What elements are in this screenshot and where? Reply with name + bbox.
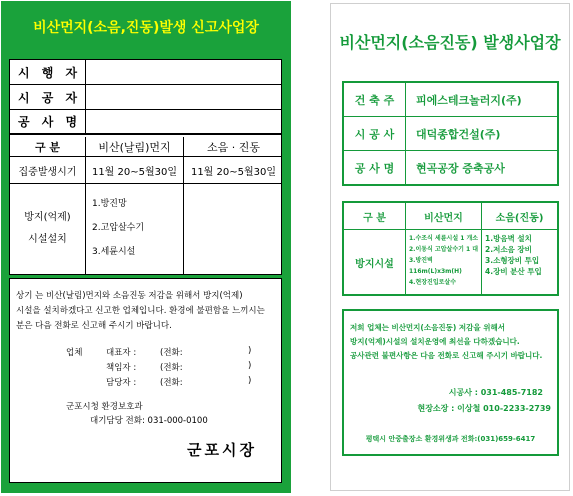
notice-line: 시설을 설치하겠다고 신고한 업체입니다. 환경에 불편함을 느끼시는 [16,306,265,316]
left-notice-panel [9,278,282,483]
table-row [10,60,281,85]
table-row [10,85,281,110]
contact-close: ) [248,376,252,386]
table-row [10,110,281,135]
measures-label [10,184,86,274]
right-notice-panel [342,309,559,456]
header-col-noise: 소음 · 진동 [207,140,260,154]
measures-label-line2: 시설설치 [28,234,67,245]
table-row [344,117,557,151]
list-item: 4.장비 분산 투입 [485,267,542,276]
list-item: 3.방진벽116m(L)x3m(H) [409,257,462,275]
notice-line: 상기 는 비산(날림)먼지와 소음진동 저감을 위해서 방지(억제) [16,291,243,301]
right-sign-title: 비산먼지(소음진동) 발생사업장 [339,33,561,52]
period-dust: 11월 20~5월30일 [86,157,184,183]
table-row [344,151,557,184]
period-noise: 11월 20~5월30일 [190,166,277,178]
left-sign-title: 비산먼지(소음,진동)발생 신고사업장 [33,20,259,36]
row-value: 대덕종합건설(주) [416,127,501,141]
row-label: 시 행 자 [10,60,86,84]
measures-label-line1: 방지(억제) [24,212,71,223]
table-row [10,184,281,274]
company-label: 업체 [66,348,83,358]
header-col-category: 구 분 [10,137,86,156]
row-label: 공 사 명 [10,110,86,133]
contact-phone: (전화: [160,378,183,388]
site-manager-phone: 현장소장 : 이상철 010-2233-2739 [417,404,551,413]
table-header-row [344,203,557,230]
right-measures-table [342,201,559,296]
right-info-table [342,81,559,186]
list-item: 2.저소음 장비 [485,245,532,254]
office-line: 군포시청 환경보호과 [66,402,143,412]
row-label: 방지시설 [344,230,406,294]
list-item: 1.방음벽 설치 [485,234,532,243]
office-footer: 평택시 안중출장소 환경위생과 전화:(031)659-6417 [365,435,536,443]
office-phone-line: 대기담당 전화: 031-000-0100 [90,416,208,426]
contact-role: 담당자 : [106,378,137,388]
contact-role: 대표자 : [106,348,137,358]
row-value: 피에스테크놀러지(주) [416,93,522,107]
notice-text [350,321,554,363]
measures-noise-list [184,184,283,274]
notice-line: 방지(억제)시설의 설치운영에 최선을 다하겠습니다. [350,337,520,346]
notice-line: 공사관련 불편사항은 다음 전화로 신고해 주시기 바랍니다. [350,351,543,360]
right-sign-board [330,3,570,491]
dust-measures-list [406,230,482,294]
period-label: 집중발생시기 [10,157,86,183]
row-label: 시 공 자 [10,85,86,109]
header-col-category: 구 분 [344,203,406,229]
list-item: 1.수조식 세륜시설 1 개소 [409,235,479,242]
header-col-dust: 비산(날림)먼지 [86,137,184,156]
notice-text [16,289,278,334]
notice-line: 저희 업체는 비산먼지(소음진동) 저감을 위해서 [350,323,505,332]
header-col-dust: 비산먼지 [406,203,482,229]
table-row [344,83,557,117]
list-item: 2.고압살수기 [92,223,145,233]
contact-close: ) [248,346,252,356]
contact-role: 책임자 : [106,363,137,373]
contractor-phone: 시공사 : 031-485-7182 [448,388,543,397]
issuer-signature: 군포시장 [187,441,257,459]
list-item: 1.방진망 [92,199,127,209]
list-item: 3.소형장비 투입 [485,256,540,265]
contact-phone: (전화: [160,363,183,373]
left-sign-board [1,1,291,493]
table-header-row [10,137,281,157]
row-value: 현곡공장 증축공사 [416,161,505,175]
row-label: 건 축 주 [344,83,406,116]
row-label: 시 공 사 [344,117,406,150]
left-info-table [9,59,282,275]
notice-line: 분은 다음 전화로 신고해 주시기 바랍니다. [16,321,172,331]
noise-measures-list [482,230,557,294]
row-label: 공 사 명 [344,151,406,184]
list-item: 2.이동식 고압살수기 1 대 [409,246,479,253]
table-row [10,157,281,184]
header-col-noise: 소음(진동) [495,212,544,224]
contact-close: ) [248,361,252,371]
table-row [344,230,557,294]
list-item: 3.세륜시설 [92,247,136,257]
measures-dust-list [86,184,184,274]
list-item: 4.현장진입로살수 [409,279,457,286]
contact-phone: (전화: [160,348,183,358]
